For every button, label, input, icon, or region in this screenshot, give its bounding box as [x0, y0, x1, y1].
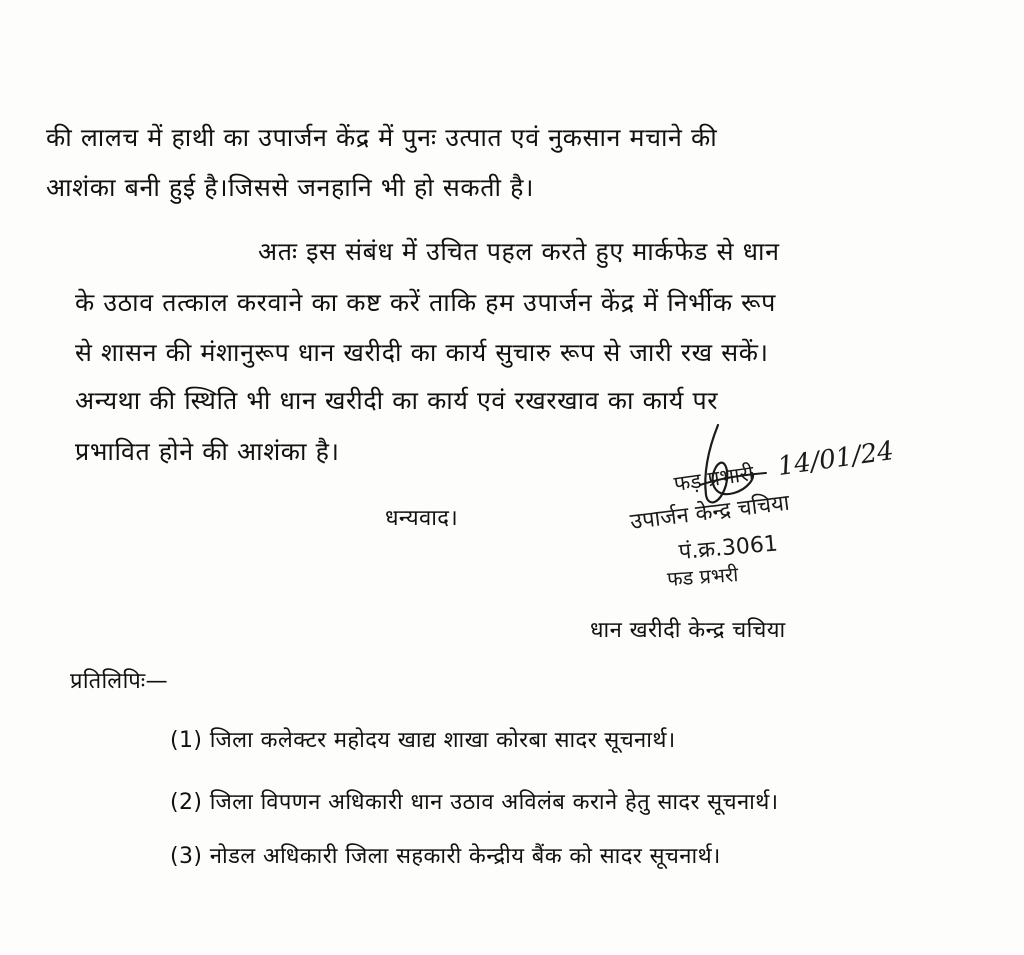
stamp-line-3: पं.क्र.3061	[677, 531, 779, 566]
para2-line4: अन्यथा की स्थिति भी धान खरीदी का कार्य एवं रखरखाव का कार्य पर	[75, 386, 719, 415]
copy-heading: प्रतिलिपिः—	[70, 669, 169, 694]
signatory-designation: धान खरीदी केन्द्र चचिया	[590, 618, 786, 643]
para2-line3: से शासन की मंशानुरूप धान खरीदी का कार्य सुचारु रूप से जारी रख सकें।	[75, 338, 769, 367]
para1-line2: आशंका बनी हुई है।जिससे जनहानि भी हो सकती है।	[46, 173, 535, 202]
copy-item-3: (3) नोडल अधिकारी जिला सहकारी केन्द्रीय बैंक को सादर सूचनार्थ।	[170, 844, 721, 869]
para2-line1: अतः इस संबंध में उचित पहल करते हुए मार्कफेड से धान	[258, 237, 780, 266]
signature-date: 14/01/24	[775, 436, 896, 482]
stamp-line-4: फड प्रभरी	[666, 562, 740, 592]
copy-item-1: (1) जिला कलेक्टर महोदय खाद्य शाखा कोरबा सादर सूचनार्थ।	[170, 728, 676, 753]
stamp-line-1: फड़ प्रभारी	[672, 461, 756, 497]
stamp-line-2: उपार्जन केन्द्र चचिया	[628, 490, 791, 536]
copy-item-2: (2) जिला विपणन अधिकारी धान उठाव अविलंब कराने हेतु सादर सूचनार्थ।	[170, 790, 779, 815]
thanks-text: धन्यवाद।	[385, 506, 459, 531]
para2-line2: के उठाव तत्काल करवाने का कष्ट करें ताकि हम उपार्जन केंद्र में निर्भीक रूप	[75, 288, 776, 317]
para1-line1: की लालच में हाथी का उपार्जन केंद्र में पुनः उत्पात एवं नुकसान मचाने की	[46, 123, 718, 152]
para2-line5: प्रभावित होने की आशंका है।	[75, 437, 340, 466]
